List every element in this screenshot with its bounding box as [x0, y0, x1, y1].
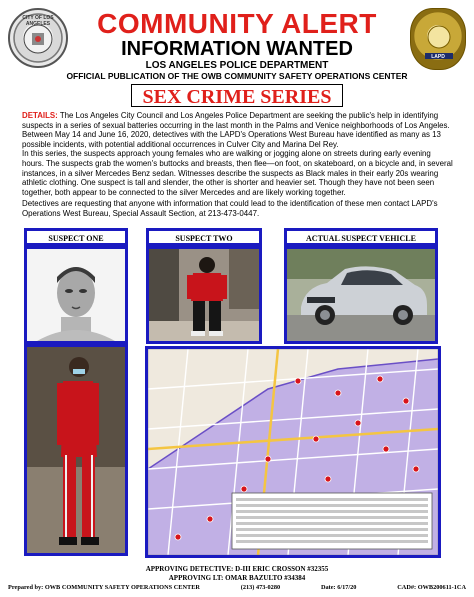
suspect-one-sketch [24, 246, 128, 344]
suspect-one-header [24, 228, 128, 246]
suspect-two-photo [146, 246, 262, 344]
approving-lt: APPROVING LT: OMAR BAZULTO #34384 [168, 574, 306, 582]
footer-row [8, 584, 466, 591]
footer-cad: CAD#: OWB200611-1CA [397, 584, 466, 591]
approving-detective: APPROVING DETECTIVE: D-III ERIC CROSSON #32355 [145, 565, 329, 573]
vehicle-label: ACTUAL SUSPECT VEHICLE [306, 234, 416, 243]
request-paragraph: Detectives are requesting that anyone with information that could lead to the identification of these men contact LAPD's Operations West Bureau, Special Assault Section, at 213-473-0447. [22, 199, 438, 218]
series-title: SEX CRIME SERIES [142, 86, 332, 108]
suspect-two-header [146, 228, 262, 246]
lapd-badge-text: LAPD [431, 54, 445, 60]
suspect-one-photo [24, 344, 128, 556]
footer-date: Date: 6/17/20 [320, 584, 357, 591]
details-paragraph [22, 111, 454, 197]
prepared-by: Prepared by: OWB COMMUNITY SAFETY OPERATIONS CENTER [8, 584, 200, 591]
alert-subtitle: INFORMATION WANTED [121, 38, 353, 60]
vehicle-header [284, 228, 438, 246]
details-label: DETAILS: [22, 111, 58, 120]
suspect-vehicle-photo [284, 246, 438, 344]
suspect-two-label: SUSPECT TWO [175, 234, 233, 243]
department-name: LOS ANGELES POLICE DEPARTMENT [145, 60, 329, 71]
city-seal-text: CITY OF LOS ANGELES [22, 15, 54, 27]
alert-title: COMMUNITY ALERT [97, 8, 377, 39]
details-text: The Los Angeles City Council and Los Angeles Police Department are seeking the public's help in identifying suspects in a series of sexual batteries occurring in the last month in the Palms and Venice neighborhoods of Los Angeles. Between May 14 and June 16, 2020, detectives with the LAPD's Operations West Bureau have identified as many as 13 possible incidents, with potential additional occurrences in Culver City and Marina Del Rey. [22, 111, 450, 149]
suspect-one-label: SUSPECT ONE [48, 234, 104, 243]
incident-map [145, 346, 441, 558]
details-text-2: In this series, the suspects approach young females who are walking or jogging alone on streets during early evening hours. The suspects grab the women's buttocks and breasts, then flee—on foot, on skateboard, on a bicycle and, in several instances, in a silver Mercedes Benz sedan. Witnesses describe the suspects as Black males in their early 20s wearing athletic clothing. One suspect is tall and slender, the other is shorter and heavier set. Though they have not been seen together, both appear to be connected to the silver Mercedes and are likely working together. [22, 149, 453, 197]
footer-phone: (213) 473-0280 [240, 584, 281, 591]
official-publication-line: OFFICIAL PUBLICATION OF THE OWB COMMUNITY SAFETY OPERATIONS CENTER [66, 71, 408, 81]
series-title-box [131, 84, 343, 107]
